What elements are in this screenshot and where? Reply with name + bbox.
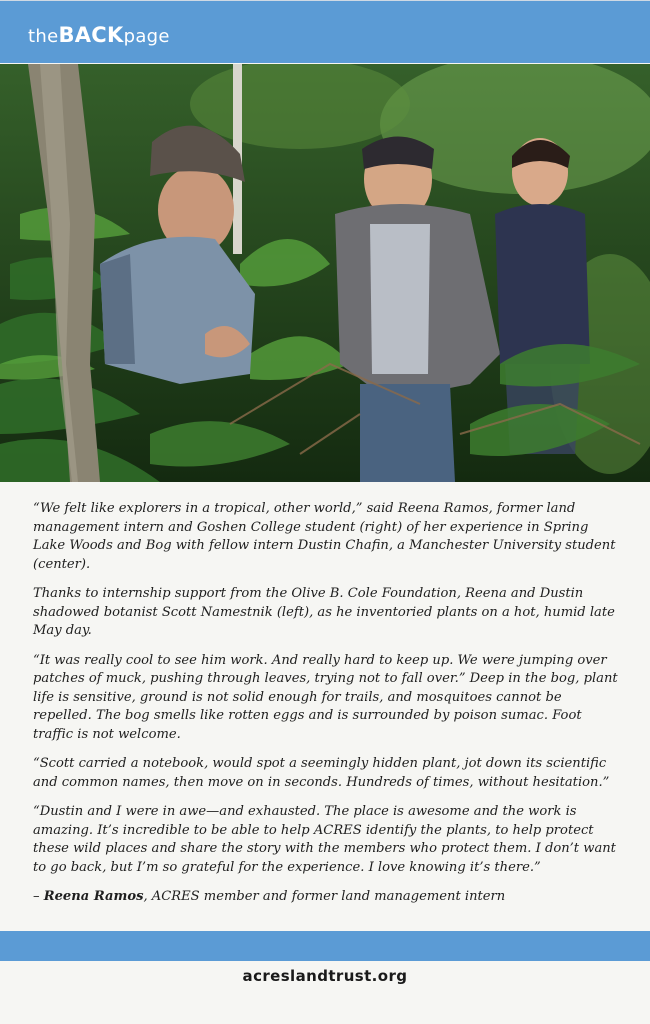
header-title-strong: BACK	[58, 23, 124, 47]
paragraph-5: “Dustin and I were in awe—and exhausted. The place is awesome and the work is amazing. It’s incredible to be able to help ACRES identify the plants, to help protect these wild places and share the story with the members who protect them. I don’t want to go back, but I’m so grateful for the experience. I love knowing it’s there.”	[33, 804, 616, 875]
forest-photo-illustration	[0, 64, 650, 482]
header-title	[28, 25, 170, 46]
forest-photo	[0, 64, 650, 482]
paragraph-4: “Scott carried a notebook, would spot a seemingly hidden plant, jot down its scientific and common names, then move on in seconds. Hundreds of times, without hesitation.”	[33, 756, 610, 790]
paragraph-3: “It was really cool to see him work. And really hard to keep up. We were jumping over patches of muck, pushing through leaves, trying not to fall over.” Deep in the bog, plant life is sensitive, ground is not solid enough for trails, and mosquitoes cannot be repelled. The bog smells like rotten eggs and is surrounded by poison sumac. Foot traffic is not welcome.	[33, 652, 618, 742]
paragraph-1: “We felt like explorers in a tropical, other world,” said Reena Ramos, former land management intern and Goshen College student (right) of her experience in Spring Lake Woods and Bog with fellow intern Dustin Chafin, a Manchester University student (center).	[33, 501, 616, 572]
footer-url[interactable]: acreslandtrust.org	[242, 967, 408, 985]
attribution-name: Reena Ramos	[43, 889, 144, 904]
header-title-suffix: page	[123, 26, 170, 47]
attribution-dash: –	[33, 889, 44, 904]
article-body	[33, 500, 623, 918]
footer-band	[0, 931, 650, 961]
attribution	[33, 888, 623, 907]
attribution-role: , ACRES member and former land management intern	[143, 889, 506, 904]
paragraph-2: Thanks to internship support from the Olive B. Cole Foundation, Reena and Dustin shadowed botanist Scott Namestnik (left), as he inventoried plants on a hot, humid late May day.	[33, 586, 615, 638]
header-title-prefix: the	[28, 26, 59, 47]
header-band	[0, 0, 650, 63]
